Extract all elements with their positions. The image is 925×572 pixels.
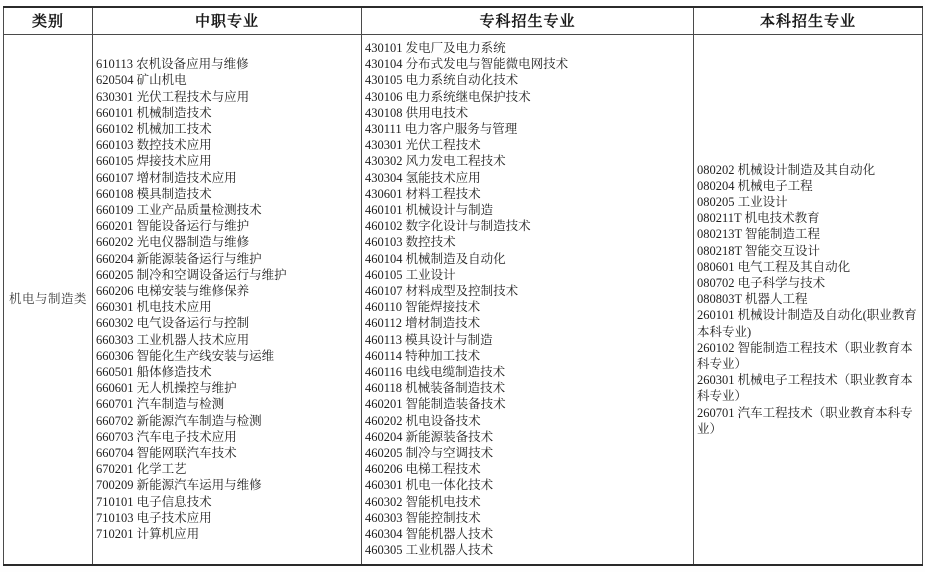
major-item: 660101 机械制造技术 [96, 105, 212, 120]
major-item: 660102 机械加工技术 [96, 122, 212, 137]
major-item: 260301 机械电子工程技术（职业教育本科专业） [697, 373, 913, 404]
major-item: 460202 机电设备技术 [365, 413, 481, 428]
major-item: 710101 电子信息技术 [96, 494, 212, 509]
majors-table [3, 6, 923, 566]
header-zhongzhi-majors: 中职专业 [93, 7, 362, 34]
major-item: 080204 机械电子工程 [697, 178, 813, 193]
major-item: 080218T 智能交互设计 [697, 243, 821, 258]
major-item: 430111 电力客户服务与管理 [365, 122, 518, 137]
benke-majors-list [697, 162, 920, 437]
major-item: 460204 新能源装备技术 [365, 429, 494, 444]
major-item: 660501 船体修造技术 [96, 365, 212, 380]
major-item: 660103 数控技术应用 [96, 138, 212, 153]
major-item: 080213T 智能制造工程 [697, 227, 821, 242]
major-item: 660704 智能网联汽车技术 [96, 446, 237, 461]
major-item: 660703 汽车电子技术应用 [96, 429, 237, 444]
header-category: 类别 [4, 7, 93, 34]
major-item: 430601 材料工程技术 [365, 186, 481, 201]
major-item: 260102 智能制造工程技术（职业教育本科专业） [697, 340, 913, 371]
major-item: 430302 风力发电工程技术 [365, 154, 506, 169]
major-item: 460110 智能焊接技术 [365, 300, 481, 315]
major-item: 460101 机械设计与制造 [365, 203, 494, 218]
major-item: 660202 光电仪器制造与维修 [96, 235, 250, 250]
major-item: 460102 数字化设计与制造技术 [365, 219, 531, 234]
major-item: 430301 光伏工程技术 [365, 138, 481, 153]
major-item: 460305 工业机器人技术 [365, 543, 494, 558]
benke-majors-cell [694, 34, 923, 565]
major-item: 430106 电力系统继电保护技术 [365, 89, 531, 104]
table-row [4, 34, 923, 565]
major-item: 460114 特种加工技术 [365, 348, 481, 363]
major-item: 430104 分布式发电与智能微电网技术 [365, 57, 569, 72]
major-item: 460302 智能机电技术 [365, 494, 481, 509]
major-item: 080211T 机电技术教育 [697, 211, 820, 226]
major-item: 660107 增材制造技术应用 [96, 170, 237, 185]
major-item: 660105 焊接技术应用 [96, 154, 212, 169]
major-item: 660701 汽车制造与检测 [96, 397, 225, 412]
major-item: 080702 电子科学与技术 [697, 275, 826, 290]
major-item: 460107 材料成型及控制技术 [365, 284, 519, 299]
major-item: 460105 工业设计 [365, 267, 456, 282]
table-header-row [4, 7, 923, 34]
major-item: 460301 机电一体化技术 [365, 478, 494, 493]
major-item: 660204 新能源装备运行与维护 [96, 251, 262, 266]
major-item: 660205 制冷和空调设备运行与维护 [96, 267, 287, 282]
major-item: 080205 工业设计 [697, 194, 788, 209]
zhongzhi-majors-list [96, 56, 359, 542]
major-item: 460303 智能控制技术 [365, 510, 481, 525]
zhuanke-majors-cell [362, 34, 694, 565]
major-item: 430108 供用电技术 [365, 105, 469, 120]
major-item: 620504 矿山机电 [96, 73, 187, 88]
major-item: 660601 无人机操控与维护 [96, 381, 237, 396]
major-item: 260101 机械设计制造及自动化(职业教育本科专业) [697, 308, 917, 339]
zhongzhi-majors-cell [93, 34, 362, 565]
major-item: 080803T 机器人工程 [697, 292, 808, 307]
major-item: 460103 数控技术 [365, 235, 456, 250]
major-item: 700209 新能源汽车运用与维修 [96, 478, 262, 493]
major-item: 610113 农机设备应用与维修 [96, 57, 249, 72]
major-item: 710103 电子技术应用 [96, 510, 212, 525]
major-item: 660201 智能设备运行与维护 [96, 219, 250, 234]
major-item: 460113 模具设计与制造 [365, 332, 493, 347]
major-item: 430304 氢能技术应用 [365, 170, 481, 185]
major-item: 460205 制冷与空调技术 [365, 446, 494, 461]
major-item: 260701 汽车工程技术（职业教育本科专业） [697, 405, 913, 436]
major-item: 460201 智能制造装备技术 [365, 397, 506, 412]
major-item: 080202 机械设计制造及其自动化 [697, 162, 876, 177]
major-item: 660306 智能化生产线安装与运维 [96, 348, 275, 363]
major-item: 660301 机电技术应用 [96, 300, 212, 315]
major-item: 080601 电气工程及其自动化 [697, 259, 851, 274]
header-benke-majors: 本科招生专业 [694, 7, 923, 34]
major-item: 660303 工业机器人技术应用 [96, 332, 250, 347]
major-item: 460206 电梯工程技术 [365, 462, 481, 477]
major-item: 660206 电梯安装与维修保养 [96, 284, 250, 299]
major-item: 460104 机械制造及自动化 [365, 251, 506, 266]
major-item: 460118 机械装备制造技术 [365, 381, 506, 396]
major-item: 460116 电线电缆制造技术 [365, 365, 506, 380]
major-item: 660302 电气设备运行与控制 [96, 316, 250, 331]
major-item: 460112 增材制造技术 [365, 316, 481, 331]
major-item: 660108 模具制造技术 [96, 186, 212, 201]
major-item: 710201 计算机应用 [96, 527, 200, 542]
zhuanke-majors-list [365, 40, 691, 559]
category-cell: 机电与制造类 [4, 34, 93, 565]
major-item: 660109 工业产品质量检测技术 [96, 203, 262, 218]
major-item: 430105 电力系统自动化技术 [365, 73, 519, 88]
major-item: 460304 智能机器人技术 [365, 527, 494, 542]
header-zhuanke-majors: 专科招生专业 [362, 7, 694, 34]
major-item: 630301 光伏工程技术与应用 [96, 89, 250, 104]
major-item: 670201 化学工艺 [96, 462, 187, 477]
major-item: 660702 新能源汽车制造与检测 [96, 413, 262, 428]
major-item: 430101 发电厂及电力系统 [365, 41, 506, 55]
